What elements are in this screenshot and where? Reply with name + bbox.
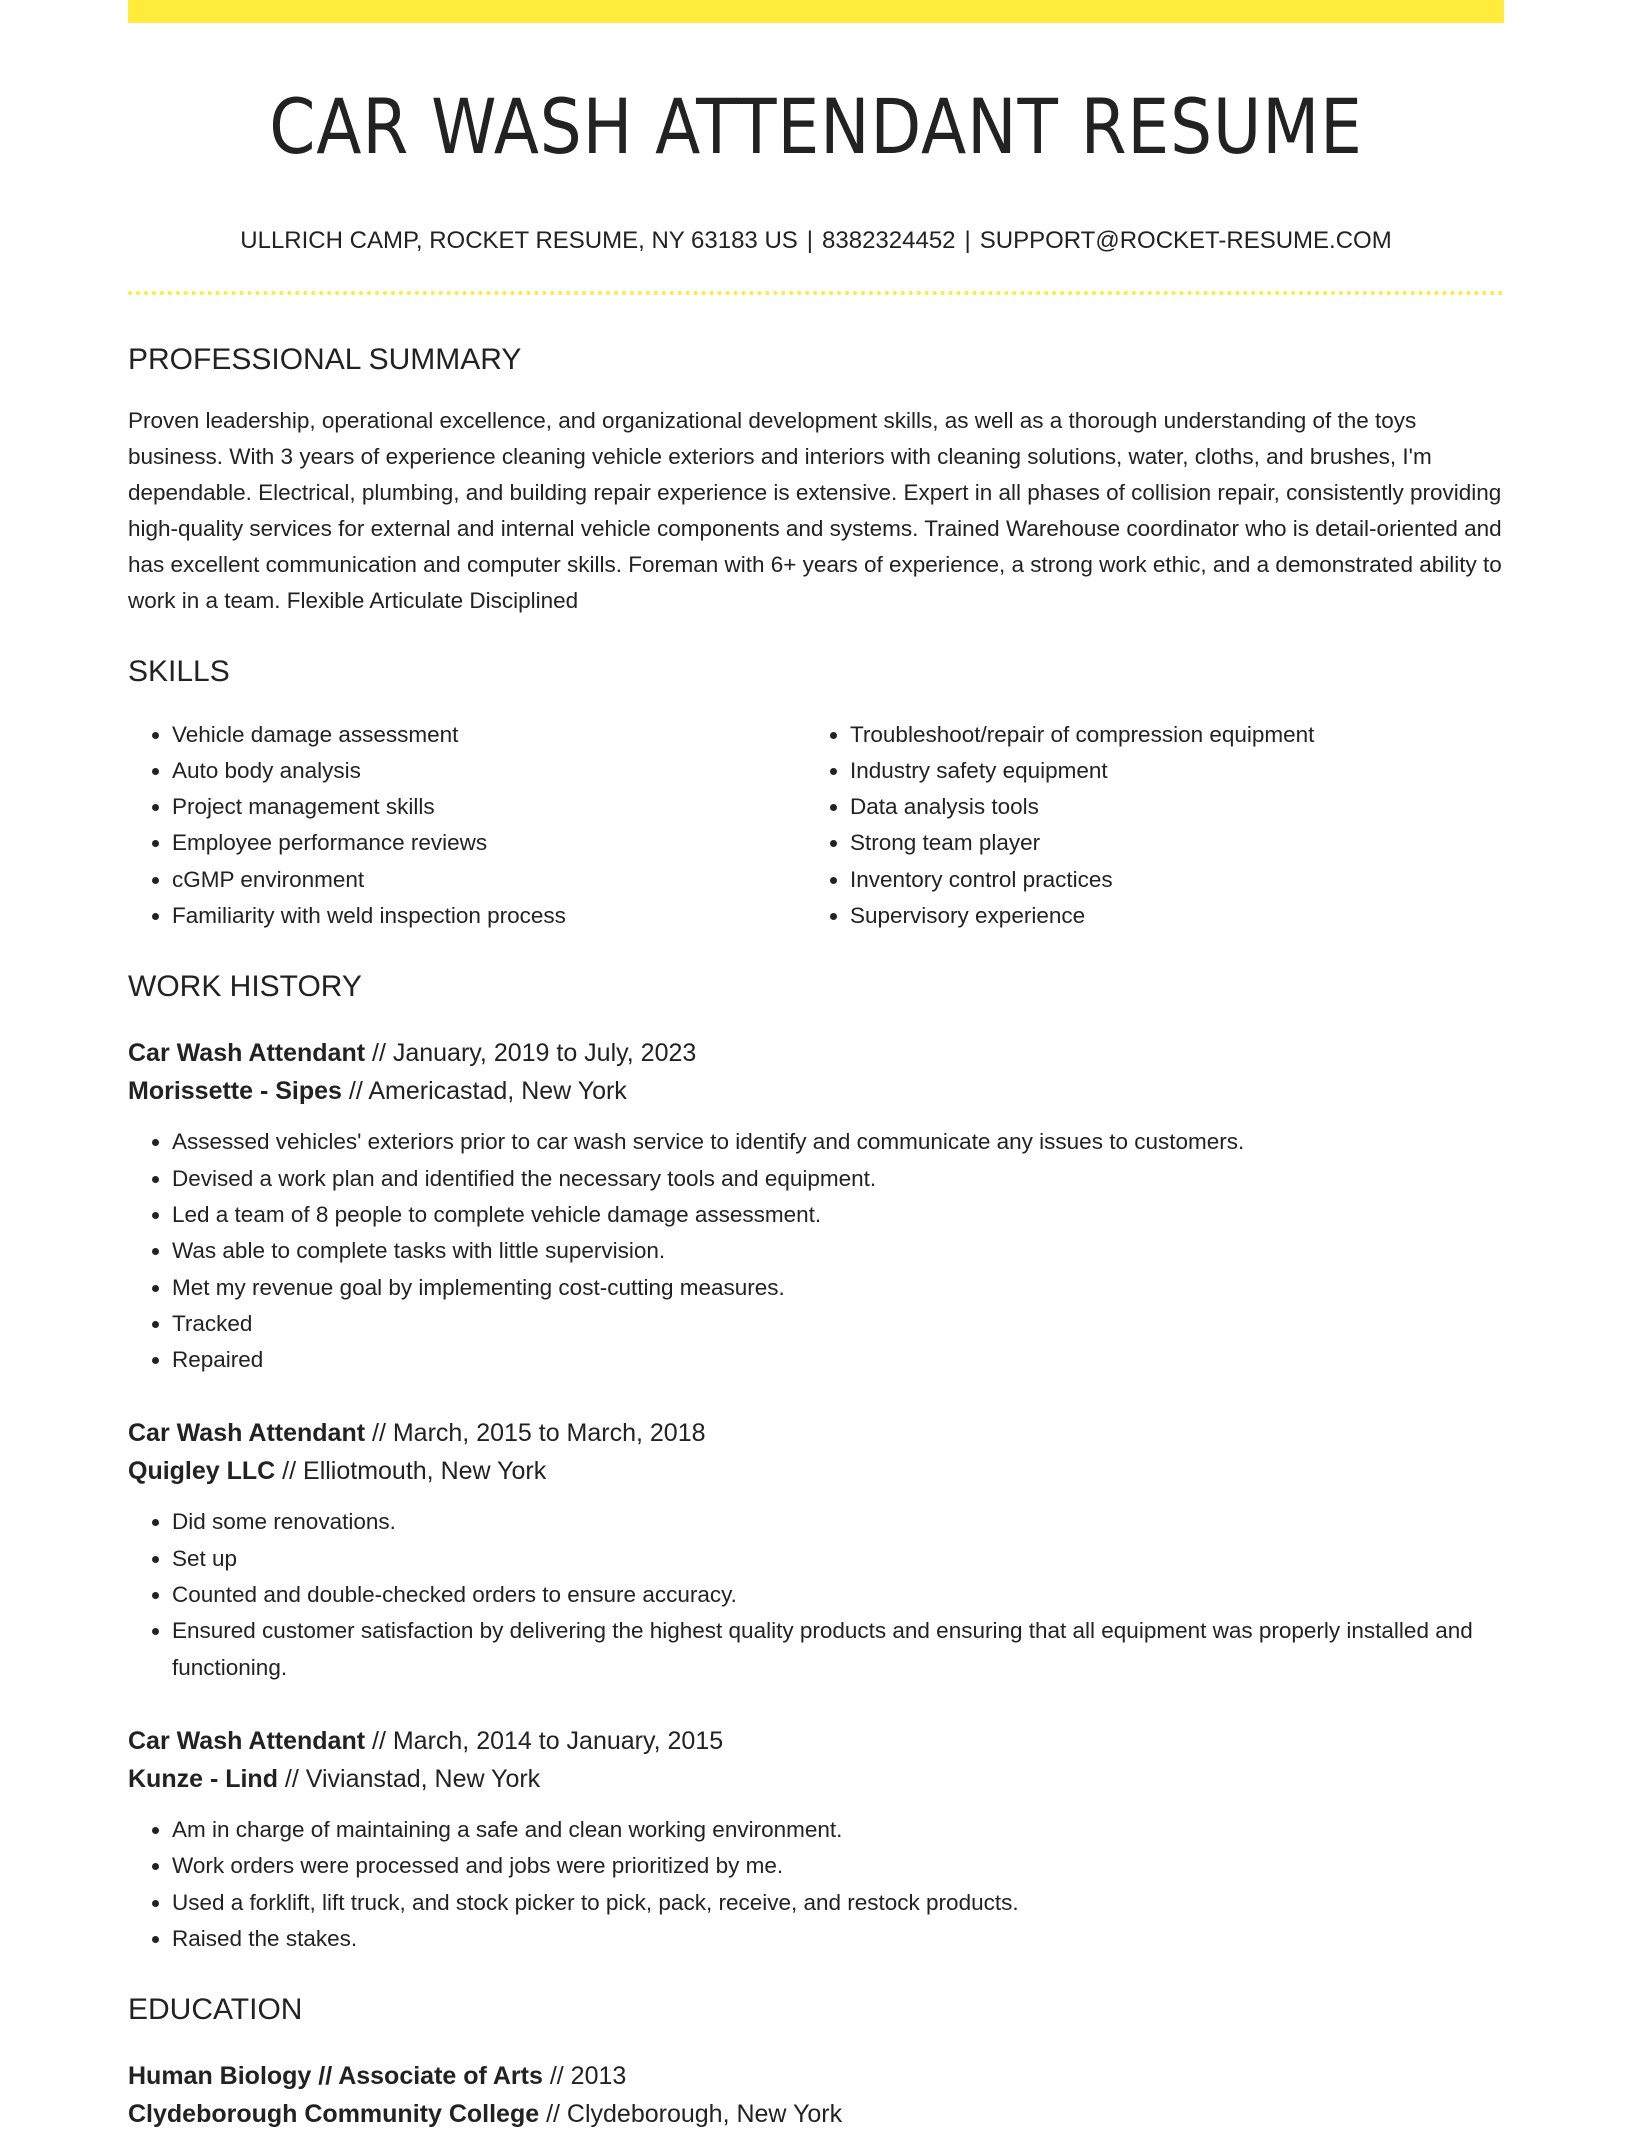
job-bullet: • Set up: [172, 1541, 1504, 1577]
job-location: // Vivianstad, New York: [277, 1764, 541, 1793]
contact-line: [128, 226, 1504, 254]
skill-item: • Strong team player: [850, 825, 1484, 861]
job-title-line: [128, 1722, 1504, 1760]
job-location: // Elliotmouth, New York: [275, 1457, 547, 1486]
job-bullet: • Led a team of 8 people to complete vehicle damage assessment.: [172, 1197, 1504, 1233]
job-bullets: [128, 1812, 1504, 1957]
work-history-heading: WORK HISTORY: [128, 970, 362, 1004]
skill-item: • Supervisory experience: [850, 898, 1484, 934]
job-bullet: • Work orders were processed and jobs were prioritized by me.: [172, 1848, 1504, 1884]
job-dates: // March, 2015 to March, 2018: [365, 1419, 706, 1448]
contact-separator: |: [964, 226, 971, 254]
skill-item: • Data analysis tools: [850, 789, 1484, 825]
contact-email: SUPPORT@ROCKET-RESUME.COM: [979, 226, 1392, 254]
accent-top-bar: [128, 0, 1504, 23]
skills-list: [128, 717, 1504, 935]
job-bullet: • Tracked: [172, 1306, 1504, 1342]
skill-item: • Auto body analysis: [172, 753, 806, 789]
skill-item: • Inventory control practices: [850, 862, 1484, 898]
job-bullet: • Counted and double-checked orders to ensure accuracy.: [172, 1577, 1504, 1613]
skills-column-left: [128, 717, 806, 935]
skills-column-right: [806, 717, 1484, 935]
job-company-line: [128, 1452, 1504, 1490]
summary-text: Proven leadership, operational excellence, and organizational development skills, as well as a thorough understanding of the toys business. With 3 years of experience cleaning vehicle exteriors and interiors with cleaning solutions, water, cloths, and brushes, I'm dependable. Electrical, plumbing, and building repair experience is extensive. Expert in all phases of collision repair, consistently providing high-quality services for external and internal vehicle components and systems. Trained Warehouse coordinator who is detail-oriented and has excellent communication and computer skills. Foreman with 6+ years of experience, a strong work ethic, and a demonstrated ability to work in a team. Flexible Articulate Disciplined: [128, 407, 1502, 613]
job-bullet: • Was able to complete tasks with little supervision.: [172, 1233, 1504, 1269]
job-entry: [128, 1414, 1504, 1685]
job-bullet: • Devised a work plan and identified the necessary tools and equipment.: [172, 1161, 1504, 1197]
education-entry: [128, 2057, 1504, 2133]
job-title: Car Wash Attendant: [128, 1726, 366, 1755]
skill-item: • Project management skills: [172, 789, 806, 825]
job-location: // Americastad, New York: [341, 1077, 627, 1106]
contact-address: ULLRICH CAMP, ROCKET RESUME, NY 63183 US: [240, 226, 798, 254]
education-degree: Human Biology // Associate of Arts: [128, 2062, 543, 2091]
job-dates: // March, 2014 to January, 2015: [365, 1726, 724, 1755]
education-location: // Clydeborough, New York: [539, 2100, 843, 2129]
job-bullet: • Met my revenue goal by implementing cost-cutting measures.: [172, 1270, 1504, 1306]
education-school-line: [128, 2095, 1504, 2133]
job-title-line: [128, 1414, 1504, 1452]
resume-page: [128, 0, 1504, 2129]
job-bullets: [128, 1124, 1504, 1378]
job-company-line: [128, 1072, 1504, 1110]
job-title: Car Wash Attendant: [128, 1419, 366, 1448]
education-heading: EDUCATION: [128, 1993, 303, 2027]
skills-heading: SKILLS: [128, 654, 230, 688]
skill-item: • Vehicle damage assessment: [172, 717, 806, 753]
skill-item: • cGMP environment: [172, 862, 806, 898]
education-degree-line: [128, 2057, 1504, 2095]
job-entry: [128, 1034, 1504, 1378]
job-company: Kunze - Lind: [128, 1764, 278, 1793]
job-title: Car Wash Attendant: [128, 1039, 366, 1068]
job-bullet: • Am in charge of maintaining a safe and clean working environment.: [172, 1812, 1504, 1848]
summary-heading: PROFESSIONAL SUMMARY: [128, 342, 522, 376]
job-bullet: • Raised the stakes.: [172, 1921, 1504, 1957]
skill-item: • Industry safety equipment: [850, 753, 1484, 789]
job-company: Quigley LLC: [128, 1457, 276, 1486]
contact-phone: 8382324452: [822, 226, 956, 254]
skill-item: • Familiarity with weld inspection process: [172, 898, 806, 934]
job-bullet: • Ensured customer satisfaction by delivering the highest quality products and ensuring that all equipment was properly installed and functioning.: [172, 1613, 1504, 1686]
dotted-divider: [128, 291, 1504, 295]
job-company: Morissette - Sipes: [128, 1077, 342, 1106]
job-bullet: • Repaired: [172, 1342, 1504, 1378]
education-school: Clydeborough Community College: [128, 2100, 540, 2129]
job-title-line: [128, 1034, 1504, 1072]
education-year: // 2013: [542, 2062, 627, 2091]
skill-item: • Troubleshoot/repair of compression equipment: [850, 717, 1484, 753]
job-dates: // January, 2019 to July, 2023: [365, 1039, 697, 1068]
job-company-line: [128, 1760, 1504, 1798]
job-entry: [128, 1722, 1504, 1957]
resume-title: CAR WASH ATTENDANT RESUME: [269, 82, 1363, 171]
job-bullet: • Did some renovations.: [172, 1504, 1504, 1540]
contact-separator: |: [806, 226, 814, 254]
skill-item: • Employee performance reviews: [172, 825, 806, 861]
job-bullet: • Used a forklift, lift truck, and stock picker to pick, pack, receive, and restock products.: [172, 1885, 1504, 1921]
job-bullets: [128, 1504, 1504, 1685]
job-bullet: • Assessed vehicles' exteriors prior to car wash service to identify and communicate any issues to customers.: [172, 1124, 1504, 1160]
